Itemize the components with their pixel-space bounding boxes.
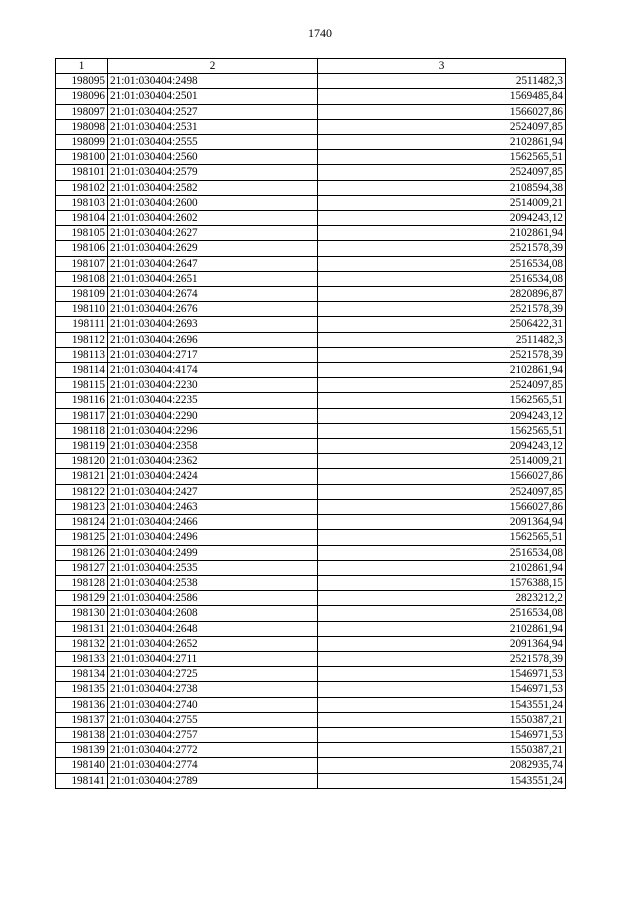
value-cell: 2511482,3: [318, 332, 566, 347]
row-number-cell: 198097: [56, 104, 108, 119]
table-row: [56, 727, 566, 742]
value-cell: 1546971,53: [318, 667, 566, 682]
row-number-cell: 198123: [56, 499, 108, 514]
table-header: [56, 59, 566, 74]
cadastral-number-cell: 21:01:030404:2501: [108, 89, 318, 104]
table-row: [56, 302, 566, 317]
cadastral-number-cell: 21:01:030404:2676: [108, 302, 318, 317]
table-row: [56, 606, 566, 621]
table-row: [56, 682, 566, 697]
cadastral-number-cell: 21:01:030404:2757: [108, 727, 318, 742]
row-number-cell: 198101: [56, 165, 108, 180]
table-row: [56, 135, 566, 150]
cadastral-number-cell: 21:01:030404:2789: [108, 773, 318, 788]
cadastral-number-cell: 21:01:030404:2627: [108, 226, 318, 241]
row-number-cell: 198096: [56, 89, 108, 104]
row-number-cell: 198108: [56, 271, 108, 286]
value-cell: 2521578,39: [318, 302, 566, 317]
table-row: [56, 667, 566, 682]
value-cell: 1543551,24: [318, 773, 566, 788]
table-row: [56, 241, 566, 256]
row-number-cell: 198111: [56, 317, 108, 332]
value-cell: 2524097,85: [318, 165, 566, 180]
value-cell: 1569485,84: [318, 89, 566, 104]
row-number-cell: 198095: [56, 74, 108, 89]
table-row: [56, 317, 566, 332]
table-row: [56, 484, 566, 499]
value-cell: 2094243,12: [318, 211, 566, 226]
registry-table: [55, 58, 566, 789]
row-number-cell: 198139: [56, 743, 108, 758]
header-row: [56, 59, 566, 74]
table-row: [56, 150, 566, 165]
row-number-cell: 198105: [56, 226, 108, 241]
table-row: [56, 226, 566, 241]
value-cell: 1562565,51: [318, 393, 566, 408]
cadastral-number-cell: 21:01:030404:2499: [108, 545, 318, 560]
table-row: [56, 393, 566, 408]
value-cell: 2102861,94: [318, 363, 566, 378]
cadastral-number-cell: 21:01:030404:2579: [108, 165, 318, 180]
value-cell: 2102861,94: [318, 135, 566, 150]
cadastral-number-cell: 21:01:030404:2693: [108, 317, 318, 332]
cadastral-number-cell: 21:01:030404:2496: [108, 530, 318, 545]
value-cell: 2094243,12: [318, 439, 566, 454]
row-number-cell: 198103: [56, 195, 108, 210]
row-number-cell: 198137: [56, 712, 108, 727]
cadastral-number-cell: 21:01:030404:2230: [108, 378, 318, 393]
row-number-cell: 198127: [56, 560, 108, 575]
value-cell: 2102861,94: [318, 560, 566, 575]
table-row: [56, 636, 566, 651]
cadastral-number-cell: 21:01:030404:2424: [108, 469, 318, 484]
cadastral-number-cell: 21:01:030404:2527: [108, 104, 318, 119]
value-cell: 2521578,39: [318, 241, 566, 256]
row-number-cell: 198128: [56, 575, 108, 590]
table-row: [56, 378, 566, 393]
value-cell: 2091364,94: [318, 636, 566, 651]
value-cell: 2521578,39: [318, 651, 566, 666]
table-row: [56, 347, 566, 362]
row-number-cell: 198104: [56, 211, 108, 226]
table-row: [56, 408, 566, 423]
page-number: 1740: [308, 26, 332, 40]
row-number-cell: 198119: [56, 439, 108, 454]
table-row: [56, 575, 566, 590]
row-number-cell: 198107: [56, 256, 108, 271]
cadastral-number-cell: 21:01:030404:2629: [108, 241, 318, 256]
cadastral-number-cell: 21:01:030404:2725: [108, 667, 318, 682]
value-cell: 1576388,15: [318, 575, 566, 590]
row-number-cell: 198136: [56, 697, 108, 712]
value-cell: 2521578,39: [318, 347, 566, 362]
row-number-cell: 198115: [56, 378, 108, 393]
cadastral-number-cell: 21:01:030404:2711: [108, 651, 318, 666]
value-cell: 2823212,2: [318, 591, 566, 606]
table-row: [56, 651, 566, 666]
value-cell: 2516534,08: [318, 271, 566, 286]
table-row: [56, 560, 566, 575]
cadastral-number-cell: 21:01:030404:2738: [108, 682, 318, 697]
value-cell: 2082935,74: [318, 758, 566, 773]
value-cell: 2108594,38: [318, 180, 566, 195]
value-cell: 1566027,86: [318, 469, 566, 484]
row-number-cell: 198130: [56, 606, 108, 621]
row-number-cell: 198131: [56, 621, 108, 636]
row-number-cell: 198125: [56, 530, 108, 545]
row-number-cell: 198124: [56, 515, 108, 530]
value-cell: 1546971,53: [318, 727, 566, 742]
row-number-cell: 198113: [56, 347, 108, 362]
cadastral-number-cell: 21:01:030404:2463: [108, 499, 318, 514]
table-row: [56, 104, 566, 119]
table-row: [56, 165, 566, 180]
value-cell: 2516534,08: [318, 256, 566, 271]
cadastral-number-cell: 21:01:030404:2498: [108, 74, 318, 89]
cadastral-number-cell: 21:01:030404:2296: [108, 423, 318, 438]
value-cell: 2516534,08: [318, 606, 566, 621]
table-row: [56, 423, 566, 438]
row-number-cell: 198102: [56, 180, 108, 195]
value-cell: 1566027,86: [318, 104, 566, 119]
table-row: [56, 454, 566, 469]
row-number-cell: 198112: [56, 332, 108, 347]
cadastral-number-cell: 21:01:030404:2608: [108, 606, 318, 621]
row-number-cell: 198120: [56, 454, 108, 469]
row-number-cell: 198135: [56, 682, 108, 697]
row-number-cell: 198133: [56, 651, 108, 666]
row-number-cell: 198140: [56, 758, 108, 773]
cadastral-number-cell: 21:01:030404:2235: [108, 393, 318, 408]
table-row: [56, 712, 566, 727]
table-row: [56, 591, 566, 606]
value-cell: 1562565,51: [318, 423, 566, 438]
cadastral-number-cell: 21:01:030404:2582: [108, 180, 318, 195]
cadastral-number-cell: 21:01:030404:2560: [108, 150, 318, 165]
row-number-cell: 198138: [56, 727, 108, 742]
table-row: [56, 256, 566, 271]
row-number-cell: 198116: [56, 393, 108, 408]
value-cell: 2094243,12: [318, 408, 566, 423]
table-row: [56, 363, 566, 378]
row-number-cell: 198100: [56, 150, 108, 165]
cadastral-number-cell: 21:01:030404:2755: [108, 712, 318, 727]
value-cell: 1562565,51: [318, 530, 566, 545]
column-header-2: 2: [108, 59, 318, 74]
cadastral-number-cell: 21:01:030404:2717: [108, 347, 318, 362]
cadastral-number-cell: 21:01:030404:2362: [108, 454, 318, 469]
value-cell: 2102861,94: [318, 226, 566, 241]
value-cell: 1566027,86: [318, 499, 566, 514]
table-body: [56, 74, 566, 789]
row-number-cell: 198126: [56, 545, 108, 560]
cadastral-number-cell: 21:01:030404:2652: [108, 636, 318, 651]
table-row: [56, 758, 566, 773]
row-number-cell: 198132: [56, 636, 108, 651]
cadastral-number-cell: 21:01:030404:2648: [108, 621, 318, 636]
table-row: [56, 439, 566, 454]
value-cell: 1543551,24: [318, 697, 566, 712]
value-cell: 2524097,85: [318, 119, 566, 134]
row-number-cell: 198134: [56, 667, 108, 682]
row-number-cell: 198121: [56, 469, 108, 484]
value-cell: 1546971,53: [318, 682, 566, 697]
cadastral-number-cell: 21:01:030404:2538: [108, 575, 318, 590]
cadastral-number-cell: 21:01:030404:2358: [108, 439, 318, 454]
cadastral-number-cell: 21:01:030404:2772: [108, 743, 318, 758]
cadastral-number-cell: 21:01:030404:2290: [108, 408, 318, 423]
value-cell: 2091364,94: [318, 515, 566, 530]
table-row: [56, 271, 566, 286]
cadastral-number-cell: 21:01:030404:2531: [108, 119, 318, 134]
cadastral-number-cell: 21:01:030404:2651: [108, 271, 318, 286]
table-row: [56, 195, 566, 210]
cadastral-number-cell: 21:01:030404:2600: [108, 195, 318, 210]
cadastral-number-cell: 21:01:030404:2466: [108, 515, 318, 530]
table-row: [56, 287, 566, 302]
table-row: [56, 119, 566, 134]
table-row: [56, 89, 566, 104]
row-number-cell: 198129: [56, 591, 108, 606]
value-cell: 1550387,21: [318, 712, 566, 727]
cadastral-number-cell: 21:01:030404:2586: [108, 591, 318, 606]
value-cell: 2102861,94: [318, 621, 566, 636]
row-number-cell: 198118: [56, 423, 108, 438]
cadastral-number-cell: 21:01:030404:2427: [108, 484, 318, 499]
value-cell: 2514009,21: [318, 454, 566, 469]
table-row: [56, 621, 566, 636]
cadastral-number-cell: 21:01:030404:2674: [108, 287, 318, 302]
value-cell: 2524097,85: [318, 378, 566, 393]
cadastral-number-cell: 21:01:030404:2696: [108, 332, 318, 347]
row-number-cell: 198117: [56, 408, 108, 423]
table-row: [56, 469, 566, 484]
row-number-cell: 198099: [56, 135, 108, 150]
cadastral-number-cell: 21:01:030404:2740: [108, 697, 318, 712]
cadastral-number-cell: 21:01:030404:2555: [108, 135, 318, 150]
table-row: [56, 180, 566, 195]
table-row: [56, 499, 566, 514]
table-row: [56, 515, 566, 530]
cadastral-number-cell: 21:01:030404:2602: [108, 211, 318, 226]
table-row: [56, 743, 566, 758]
cadastral-number-cell: 21:01:030404:2535: [108, 560, 318, 575]
column-header-1: 1: [56, 59, 108, 74]
value-cell: 2820896,87: [318, 287, 566, 302]
table-row: [56, 530, 566, 545]
table-row: [56, 211, 566, 226]
value-cell: 1550387,21: [318, 743, 566, 758]
table-row: [56, 773, 566, 788]
value-cell: 2514009,21: [318, 195, 566, 210]
cadastral-number-cell: 21:01:030404:4174: [108, 363, 318, 378]
value-cell: 2516534,08: [318, 545, 566, 560]
value-cell: 2524097,85: [318, 484, 566, 499]
table-row: [56, 74, 566, 89]
row-number-cell: 198109: [56, 287, 108, 302]
row-number-cell: 198141: [56, 773, 108, 788]
value-cell: 1562565,51: [318, 150, 566, 165]
row-number-cell: 198114: [56, 363, 108, 378]
cadastral-number-cell: 21:01:030404:2647: [108, 256, 318, 271]
value-cell: 2506422,31: [318, 317, 566, 332]
row-number-cell: 198110: [56, 302, 108, 317]
column-header-3: 3: [318, 59, 566, 74]
row-number-cell: 198098: [56, 119, 108, 134]
value-cell: 2511482,3: [318, 74, 566, 89]
table-row: [56, 545, 566, 560]
table-row: [56, 332, 566, 347]
cadastral-number-cell: 21:01:030404:2774: [108, 758, 318, 773]
table-row: [56, 697, 566, 712]
row-number-cell: 198122: [56, 484, 108, 499]
row-number-cell: 198106: [56, 241, 108, 256]
